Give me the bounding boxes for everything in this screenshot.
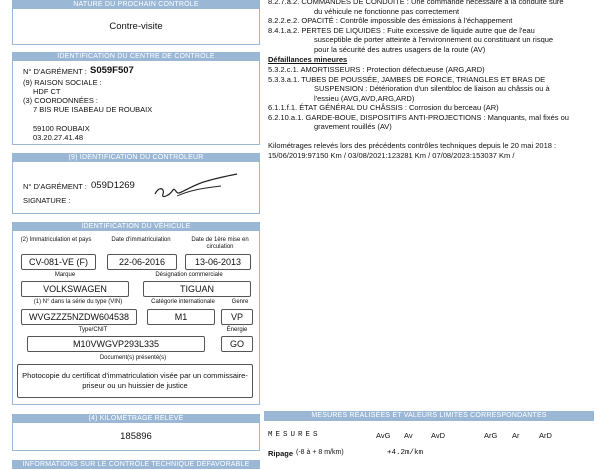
date-first-label: Date de 1ère mise en circulation <box>191 237 249 250</box>
km-panel <box>12 423 260 451</box>
vin-value: WVGZZZ5NZDW604538 <box>21 309 137 325</box>
type-label: Type/CNIT <box>78 327 108 333</box>
minor-list <box>268 65 598 132</box>
center-raison-label: (9) RAISON SOCIALE : <box>23 78 102 87</box>
km-history-line1: Kilométrages relevés lors des précédents contrôles techniques depuis le 20 mai 2018 : <box>268 141 557 150</box>
minor-title: Défaillances mineures <box>268 55 348 64</box>
center-agrement-value: S059F507 <box>90 65 134 76</box>
minor-line: SUSPENSION : Détérioration d'un silentbloc de liaison au châssis ou à <box>314 84 550 93</box>
info-header: INFORMATIONS SUR LE CONTRÔLE TECHNIQUE DÉFAVORABLE <box>12 460 260 469</box>
defects-top <box>268 0 598 54</box>
vehicle-panel <box>12 231 260 405</box>
defect-line: 8.2.7.a.2. COMMANDES DE CONDUITE : Une commande nécessaire à la conduite sûre <box>268 0 564 6</box>
type-value: M10VWGVP293L335 <box>27 336 205 352</box>
immat-label: (2) Immatriculation et pays <box>20 237 92 243</box>
next-visit-value: Contre-visite <box>109 21 163 32</box>
defect-line: pour la sécurité des autres usagers de la route (AV) <box>314 44 486 54</box>
defect-line: susceptible de porter atteinte à l'environnement ou constituant un risque <box>314 35 554 44</box>
measures-col-arg: ArG <box>484 431 498 440</box>
genre-label: Genre <box>231 299 249 305</box>
minor-line: 5.3.2.c.1. AMORTISSEURS : Protection défectueuse (ARG,ARD) <box>268 65 485 74</box>
measures-title: MESURES <box>268 431 321 439</box>
ripage-range: (-8 à + 8 m/km) <box>296 449 344 456</box>
vehicle-header: IDENTIFICATION DU VÉHICULE <box>12 222 260 231</box>
immat-value: CV-081-VE (F) <box>21 254 96 270</box>
date-immat-label: Date d'immatriculation <box>111 237 171 243</box>
measures-col-avd: AvD <box>431 431 446 440</box>
measures-col-avg: AvG <box>376 431 391 440</box>
vin-label: (1) N° dans la série du type (VIN) <box>33 299 123 305</box>
next-visit-header: NATURE DU PROCHAIN CONTRÔLE <box>12 0 260 9</box>
signature-icon <box>151 172 243 204</box>
center-phone: 03.20.27.41.48 <box>33 133 84 142</box>
minor-line: 5.3.3.a.1. TUBES DE POUSSÉE, JAMBES DE FORCE, TRIANGLES ET BRAS DE <box>268 74 546 84</box>
km-header: (4) KILOMÉTRAGE RELEVÉ <box>12 414 260 423</box>
marque-value: VOLKSWAGEN <box>21 281 129 297</box>
center-agrement-label: N° D'AGRÉMENT : <box>23 67 87 76</box>
defect-line: du véhicule ne fonctionne pas correctement <box>314 6 460 16</box>
minor-line: l'essieu (AVG,AVD,ARG,ARD) <box>314 93 415 103</box>
controller-panel <box>12 162 260 214</box>
ripage-label: Ripage <box>268 449 294 458</box>
center-address: 7 BIS RUE ISABEAU DE ROUBAIX <box>33 105 153 114</box>
designation-label: Désignation commerciale <box>155 272 223 278</box>
measures-col-av: Av <box>404 431 413 440</box>
km-history-line2: 15/06/2019:97150 Km / 03/08/2021:123281 Km / 07/08/2023:153037 Km / <box>268 151 515 160</box>
next-visit-panel <box>12 9 260 45</box>
date-immat-value: 22-06-2016 <box>107 254 177 270</box>
designation-value: TIGUAN <box>143 281 251 297</box>
energie-value: GO <box>221 336 253 352</box>
center-city: 59100 ROUBAIX <box>33 124 90 133</box>
docs-label: Document(s) présenté(s) <box>99 355 167 361</box>
minor-line: 6.1.1.f.1. ÉTAT GÉNÉRAL DU CHÂSSIS : Corrosion du berceau (AR) <box>268 103 499 112</box>
controller-agrement-label: N° D'AGRÉMENT : <box>23 182 87 191</box>
center-panel <box>12 61 260 145</box>
minor-line: gravement rouillés (AV) <box>314 122 392 131</box>
minor-line: 6.2.10.a.1. GARDE-BOUE, DISPOSITIFS ANTI-PROJECTIONS : Manquants, mal fixés ou <box>268 112 569 122</box>
energie-label: Énergie <box>226 327 248 333</box>
km-value: 185896 <box>120 431 152 442</box>
genre-value: VP <box>221 309 253 325</box>
center-coord-label: (3) COORDONNÉES : <box>23 96 99 105</box>
measures-col-ar: Ar <box>512 431 520 440</box>
date-first-value: 13-06-2013 <box>185 254 251 270</box>
center-header: IDENTIFICATION DU CENTRE DE CONTRÔLE <box>12 52 260 61</box>
docs-value: Photocopie du certificat d'immatriculation visée par un commissaire-priseur ou un huissier de justice <box>17 364 253 398</box>
ripage-value: +4.2m/km <box>387 449 424 457</box>
measures-col-ard: ArD <box>539 431 552 440</box>
center-raison-value: HDF CT <box>33 87 61 96</box>
marque-label: Marque <box>54 272 76 278</box>
categorie-label: Catégorie internationale <box>151 299 215 305</box>
controller-header: (9) IDENTIFICATION DU CONTRÔLEUR <box>12 153 260 162</box>
categorie-value: M1 <box>147 309 215 325</box>
controller-agrement-value: 059D1269 <box>91 180 135 191</box>
defect-line: 8.4.1.a.2. PERTES DE LIQUIDES : Fuite excessive de liquide autre que de l'eau <box>268 25 535 35</box>
measures-header: MESURES RÉALISÉES ET VALEURS LIMITES CORRESPONDANTES <box>264 411 594 421</box>
defect-line: 8.2.2.e.2. OPACITÉ : Contrôle impossible des émissions à l'échappement <box>268 16 513 25</box>
controller-signature-label: SIGNATURE : <box>23 196 71 205</box>
